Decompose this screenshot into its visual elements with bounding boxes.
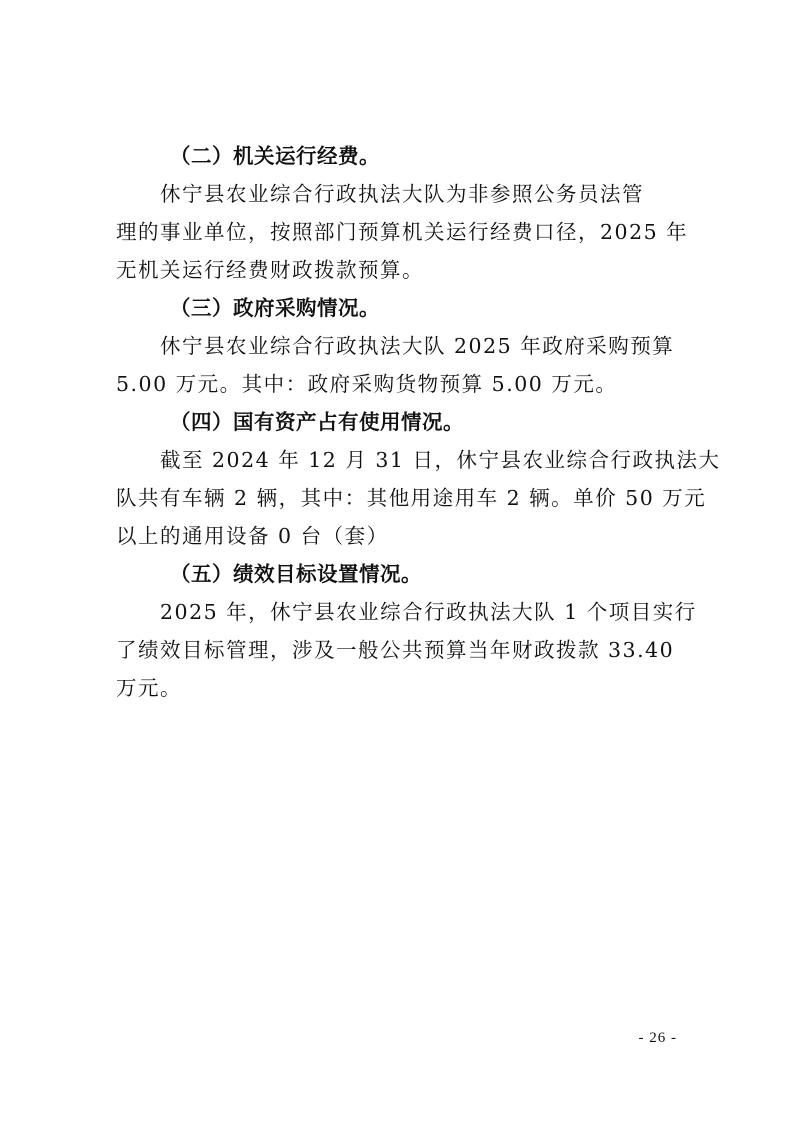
paragraph-line: 休宁县农业综合行政执法大队 2025 年政府采购预算 — [160, 334, 675, 358]
paragraph-line: 以上的通用设备 0 台（套） — [116, 524, 389, 548]
document-body — [116, 137, 721, 707]
paragraph-line: 截至 2024 年 12 月 31 日，休宁县农业综合行政执法大 — [160, 448, 721, 472]
section-paragraph — [116, 327, 676, 403]
section-heading: （五）绩效目标设置情况。 — [170, 562, 422, 586]
paragraph-line: 2025 年，休宁县农业综合行政执法大队 1 个项目实行 — [160, 600, 697, 624]
paragraph-line: 万元。 — [116, 676, 182, 700]
section-paragraph — [116, 441, 721, 555]
section-state-assets — [116, 403, 721, 555]
section-heading: （四）国有资产占有使用情况。 — [170, 410, 464, 434]
paragraph-line: 无机关运行经费财政拨款预算。 — [116, 258, 424, 282]
paragraph-line: 理的事业单位，按照部门预算机关运行经费口径，2025 年 — [116, 220, 689, 244]
section-government-procurement — [116, 289, 676, 403]
section-heading: （三）政府采购情况。 — [170, 296, 380, 320]
paragraph-line: 了绩效目标管理，涉及一般公共预算当年财政拨款 33.40 — [116, 638, 675, 662]
paragraph-line: 休宁县农业综合行政执法大队为非参照公务员法管 — [160, 182, 644, 206]
section-paragraph — [116, 593, 697, 707]
section-operating-expenses — [116, 137, 689, 289]
section-performance-goals — [116, 555, 697, 707]
paragraph-line: 5.00 万元。其中：政府采购货物预算 5.00 万元。 — [116, 372, 618, 396]
section-heading: （二）机关运行经费。 — [170, 144, 380, 168]
section-paragraph — [116, 175, 689, 289]
page-number: - 26 - — [638, 1030, 677, 1046]
paragraph-line: 队共有车辆 2 辆，其中：其他用途用车 2 辆。单价 50 万元 — [116, 486, 707, 510]
